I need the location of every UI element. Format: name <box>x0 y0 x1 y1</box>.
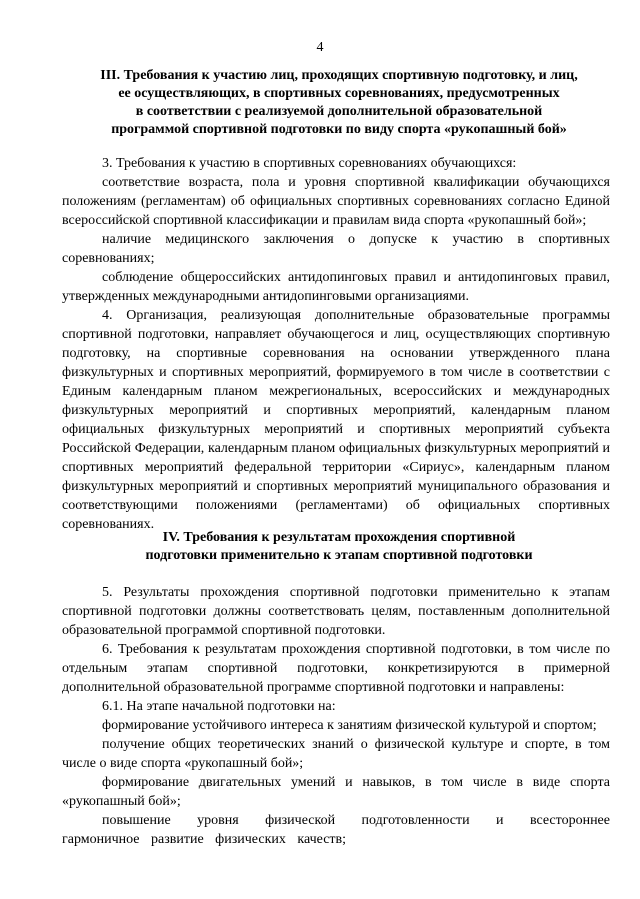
paragraph-interest-formation: формирование устойчивого интереса к занятиям физической культурой и спортом; <box>102 718 597 733</box>
section-3-body <box>62 154 610 534</box>
paragraph-4: 4. Организация, реализующая дополнительные образовательные программы спортивной подготовки, направляет обучающегося и лиц, осуществляющих спортивную подготовку, на спортивные соревнования на основании утвержденного плана физкультурных и спортивных мероприятий, формируемого в том числе в соответствии с Единым календарным планом межрегиональных, всероссийских и международных физкультурных мероприятий и спортивных мероприятий, календарным планом официальных физкультурных мероприятий и спортивных мероприятий субъекта Российской Федерации, календарным планом официальных физкультурных мероприятий и спортивных мероприятий федеральной территории «Сириус», календарным планом физкультурных мероприятий и спортивных мероприятий муниципального образования и соответствующими положениями (регламентами) об официальных спортивных соревнованиях. <box>62 308 610 532</box>
section-3-heading-line: ее осуществляющих, в спортивных соревнованиях, предусмотренных <box>118 86 560 101</box>
section-3-heading-line: программой спортивной подготовки по виду спорта «рукопашный бой» <box>111 122 567 137</box>
paragraph-age-requirement: соответствие возраста, пола и уровня спортивной квалификации обучающихся положениям (регламентам) об официальных спортивных соревнованиях согласно Единой всероссийской спортивной классификации и правилам вида спорта «рукопашный бой»; <box>62 175 610 228</box>
paragraph-5: 5. Результаты прохождения спортивной подготовки применительно к этапам спортивной подготовки должны соответствовать целям, поставленным дополнительной образовательной программой спортивной подготовки. <box>62 585 610 638</box>
section-4-body <box>62 583 610 849</box>
section-4-heading <box>60 529 618 565</box>
section-4-heading-line: IV. Требования к результатам прохождения спортивной <box>162 530 516 545</box>
section-3-heading-line: в соответствии с реализуемой дополнительной образовательной <box>135 104 543 119</box>
page-number: 4 <box>316 40 324 55</box>
section-3-heading <box>60 67 618 139</box>
section-3-heading-line: III. Требования к участию лиц, проходящих спортивную подготовку, и лиц, <box>100 68 578 83</box>
section-4-heading-line: подготовки применительно к этапам спортивной подготовки <box>145 548 533 563</box>
paragraph-motor-skills: формирование двигательных умений и навыков, в том числе в виде спорта «рукопашный бой»; <box>62 775 610 809</box>
paragraph-theory-knowledge: получение общих теоретических знаний о физической культуре и спорте, в том числе о виде спорта «рукопашный бой»; <box>62 737 610 771</box>
paragraph-6: 6. Требования к результатам прохождения спортивной подготовки, в том числе по отдельным этапам спортивной подготовки, конкретизируются в примерной дополнительной образовательной программе спортивной подготовки и направлены: <box>62 642 610 695</box>
paragraph-medical-certificate: наличие медицинского заключения о допуске к участию в спортивных соревнованиях; <box>62 232 610 266</box>
paragraph-antidoping: соблюдение общероссийских антидопинговых правил и антидопинговых правил, утвержденных международными антидопинговыми организациями. <box>62 270 610 304</box>
paragraph-3: 3. Требования к участию в спортивных соревнованиях обучающихся: <box>102 156 517 171</box>
paragraph-6-1: 6.1. На этапе начальной подготовки на: <box>102 699 336 714</box>
paragraph-physical-fitness: повышение уровня физической подготовленности и всестороннее гармоничное развитие физических качеств; <box>62 813 610 847</box>
